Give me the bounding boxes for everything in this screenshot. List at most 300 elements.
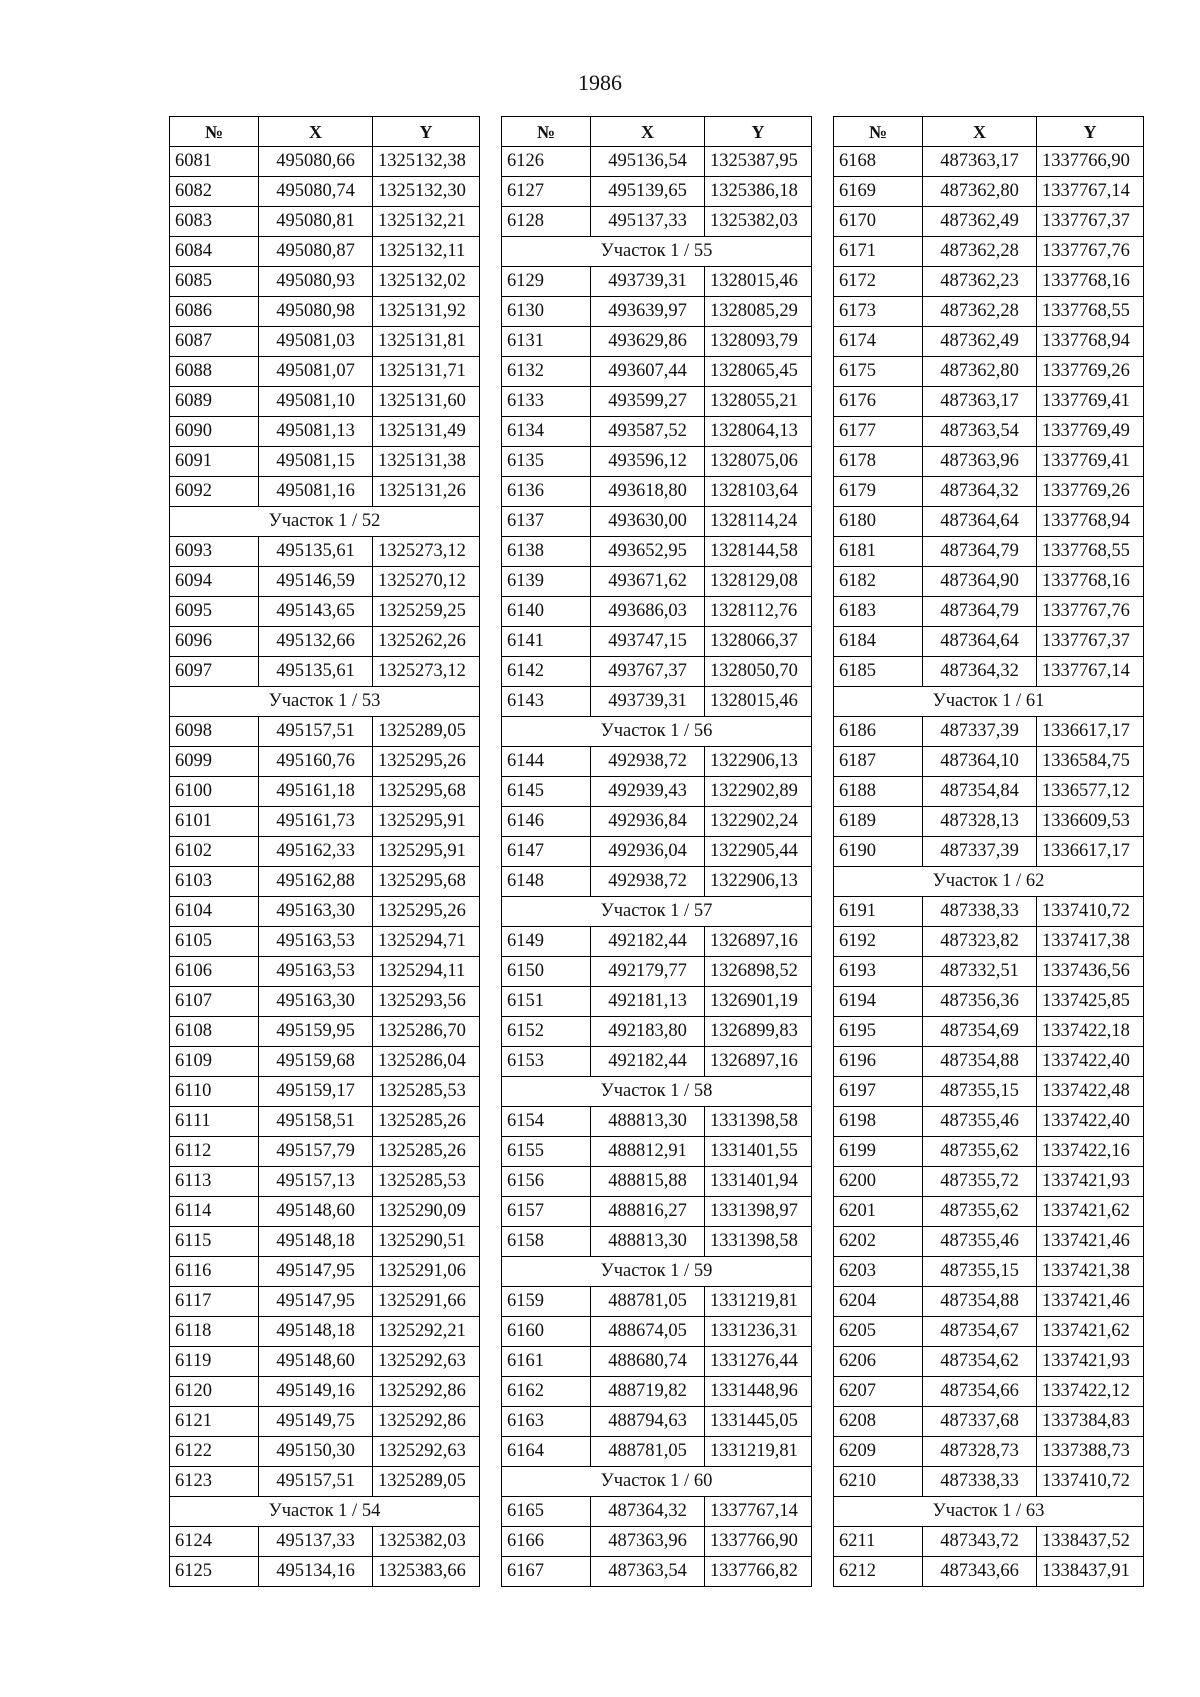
table-row: [502, 1497, 812, 1527]
x-coordinate: 487362,23: [923, 267, 1037, 297]
section-title: Участок 1 / 54: [170, 1497, 480, 1527]
point-number: 6117: [170, 1287, 259, 1317]
table-row: [502, 537, 812, 567]
x-coordinate: 487364,64: [923, 507, 1037, 537]
y-coordinate: 1325131,92: [373, 297, 480, 327]
table-row: [834, 1017, 1144, 1047]
point-number: 6115: [170, 1227, 259, 1257]
table-row: [170, 207, 480, 237]
y-coordinate: 1325295,91: [373, 837, 480, 867]
x-coordinate: 495148,18: [259, 1317, 373, 1347]
point-number: 6127: [502, 177, 591, 207]
table-row: [834, 837, 1144, 867]
table-row: [834, 1527, 1144, 1557]
section-title: Участок 1 / 61: [834, 687, 1144, 717]
point-number: 6211: [834, 1527, 923, 1557]
table-row: [834, 357, 1144, 387]
y-coordinate: 1325286,70: [373, 1017, 480, 1047]
y-coordinate: 1337769,41: [1037, 447, 1144, 477]
table-row: [170, 327, 480, 357]
x-coordinate: 487355,46: [923, 1107, 1037, 1137]
x-coordinate: 495147,95: [259, 1257, 373, 1287]
point-number: 6195: [834, 1017, 923, 1047]
point-number: 6185: [834, 657, 923, 687]
section-title: Участок 1 / 60: [502, 1467, 812, 1497]
y-coordinate: 1337422,16: [1037, 1137, 1144, 1167]
y-coordinate: 1325382,03: [373, 1527, 480, 1557]
y-coordinate: 1325383,66: [373, 1557, 480, 1587]
y-coordinate: 1326898,52: [705, 957, 812, 987]
y-coordinate: 1337422,40: [1037, 1107, 1144, 1137]
x-coordinate: 487364,32: [591, 1497, 705, 1527]
y-coordinate: 1337768,94: [1037, 507, 1144, 537]
x-coordinate: 493618,80: [591, 477, 705, 507]
y-coordinate: 1328065,45: [705, 357, 812, 387]
y-coordinate: 1326897,16: [705, 927, 812, 957]
point-number: 6144: [502, 747, 591, 777]
point-number: 6164: [502, 1437, 591, 1467]
table-row: [834, 147, 1144, 177]
y-coordinate: 1326899,83: [705, 1017, 812, 1047]
x-coordinate: 495148,60: [259, 1347, 373, 1377]
header-number: №: [502, 117, 591, 147]
x-coordinate: 493587,52: [591, 417, 705, 447]
y-coordinate: 1325291,06: [373, 1257, 480, 1287]
point-number: 6131: [502, 327, 591, 357]
table-row: [502, 777, 812, 807]
y-coordinate: 1325131,26: [373, 477, 480, 507]
point-number: 6172: [834, 267, 923, 297]
point-number: 6166: [502, 1527, 591, 1557]
point-number: 6202: [834, 1227, 923, 1257]
y-coordinate: 1337421,62: [1037, 1197, 1144, 1227]
point-number: 6189: [834, 807, 923, 837]
point-number: 6112: [170, 1137, 259, 1167]
table-row: [502, 627, 812, 657]
y-coordinate: 1325285,53: [373, 1077, 480, 1107]
y-coordinate: 1325295,26: [373, 747, 480, 777]
point-number: 6113: [170, 1167, 259, 1197]
table-row: [502, 567, 812, 597]
point-number: 6119: [170, 1347, 259, 1377]
y-coordinate: 1331398,97: [705, 1197, 812, 1227]
header-row: [502, 117, 812, 147]
y-coordinate: 1337766,90: [705, 1527, 812, 1557]
section-row: [502, 1077, 812, 1107]
point-number: 6085: [170, 267, 259, 297]
section-row: [170, 687, 480, 717]
table-row: [502, 837, 812, 867]
table-row: [502, 687, 812, 717]
x-coordinate: 495134,16: [259, 1557, 373, 1587]
y-coordinate: 1325285,26: [373, 1107, 480, 1137]
y-coordinate: 1338437,91: [1037, 1557, 1144, 1587]
y-coordinate: 1337767,76: [1037, 237, 1144, 267]
table-row: [502, 477, 812, 507]
table-row: [834, 1287, 1144, 1317]
x-coordinate: 495081,07: [259, 357, 373, 387]
table-row: [170, 297, 480, 327]
point-number: 6124: [170, 1527, 259, 1557]
point-number: 6188: [834, 777, 923, 807]
x-coordinate: 487337,39: [923, 837, 1037, 867]
section-title: Участок 1 / 55: [502, 237, 812, 267]
point-number: 6147: [502, 837, 591, 867]
table-row: [502, 507, 812, 537]
x-coordinate: 487362,80: [923, 357, 1037, 387]
y-coordinate: 1325131,71: [373, 357, 480, 387]
y-coordinate: 1328050,70: [705, 657, 812, 687]
point-number: 6203: [834, 1257, 923, 1287]
y-coordinate: 1331448,96: [705, 1377, 812, 1407]
y-coordinate: 1337421,93: [1037, 1167, 1144, 1197]
y-coordinate: 1337766,90: [1037, 147, 1144, 177]
point-number: 6102: [170, 837, 259, 867]
x-coordinate: 488813,30: [591, 1107, 705, 1137]
y-coordinate: 1325262,26: [373, 627, 480, 657]
y-coordinate: 1337767,76: [1037, 597, 1144, 627]
point-number: 6094: [170, 567, 259, 597]
table-row: [170, 897, 480, 927]
table-row: [170, 537, 480, 567]
table-row: [502, 1557, 812, 1587]
table-row: [502, 1047, 812, 1077]
y-coordinate: 1325291,66: [373, 1287, 480, 1317]
x-coordinate: 487363,96: [923, 447, 1037, 477]
point-number: 6084: [170, 237, 259, 267]
table-row: [834, 1467, 1144, 1497]
point-number: 6086: [170, 297, 259, 327]
table-row: [170, 1527, 480, 1557]
y-coordinate: 1325292,21: [373, 1317, 480, 1347]
point-number: 6126: [502, 147, 591, 177]
x-coordinate: 495160,76: [259, 747, 373, 777]
table-row: [170, 1197, 480, 1227]
table-row: [834, 1197, 1144, 1227]
point-number: 6212: [834, 1557, 923, 1587]
table-row: [834, 1107, 1144, 1137]
x-coordinate: 495162,88: [259, 867, 373, 897]
x-coordinate: 495163,53: [259, 957, 373, 987]
table-row: [834, 1257, 1144, 1287]
table-row: [834, 927, 1144, 957]
x-coordinate: 495147,95: [259, 1287, 373, 1317]
table-row: [502, 1167, 812, 1197]
section-title: Участок 1 / 59: [502, 1257, 812, 1287]
x-coordinate: 495081,13: [259, 417, 373, 447]
y-coordinate: 1322905,44: [705, 837, 812, 867]
y-coordinate: 1337422,18: [1037, 1017, 1144, 1047]
x-coordinate: 487343,72: [923, 1527, 1037, 1557]
section-row: [170, 507, 480, 537]
x-coordinate: 487362,28: [923, 297, 1037, 327]
y-coordinate: 1325289,05: [373, 1467, 480, 1497]
point-number: 6089: [170, 387, 259, 417]
point-number: 6142: [502, 657, 591, 687]
section-title: Участок 1 / 57: [502, 897, 812, 927]
y-coordinate: 1325290,09: [373, 1197, 480, 1227]
table-row: [170, 1017, 480, 1047]
x-coordinate: 495157,13: [259, 1167, 373, 1197]
point-number: 6209: [834, 1437, 923, 1467]
y-coordinate: 1331401,94: [705, 1167, 812, 1197]
x-coordinate: 495159,68: [259, 1047, 373, 1077]
table-row: [170, 1557, 480, 1587]
y-coordinate: 1337768,55: [1037, 537, 1144, 567]
table-row: [170, 177, 480, 207]
y-coordinate: 1337425,85: [1037, 987, 1144, 1017]
table-row: [170, 957, 480, 987]
point-number: 6083: [170, 207, 259, 237]
x-coordinate: 495159,17: [259, 1077, 373, 1107]
point-number: 6154: [502, 1107, 591, 1137]
x-coordinate: 495137,33: [259, 1527, 373, 1557]
table-row: [502, 267, 812, 297]
table-row: [834, 507, 1144, 537]
x-coordinate: 492181,13: [591, 987, 705, 1017]
x-coordinate: 495163,53: [259, 927, 373, 957]
point-number: 6133: [502, 387, 591, 417]
y-coordinate: 1337421,93: [1037, 1347, 1144, 1377]
x-coordinate: 495146,59: [259, 567, 373, 597]
x-coordinate: 495157,51: [259, 1467, 373, 1497]
table-row: [170, 987, 480, 1017]
x-coordinate: 495159,95: [259, 1017, 373, 1047]
y-coordinate: 1328075,06: [705, 447, 812, 477]
table-row: [170, 867, 480, 897]
y-coordinate: 1337422,48: [1037, 1077, 1144, 1107]
x-coordinate: 487354,84: [923, 777, 1037, 807]
point-number: 6148: [502, 867, 591, 897]
header-y: Y: [705, 117, 812, 147]
section-row: [502, 1257, 812, 1287]
table-row: [170, 1227, 480, 1257]
point-number: 6192: [834, 927, 923, 957]
table-row: [502, 1017, 812, 1047]
table-row: [834, 267, 1144, 297]
y-coordinate: 1337410,72: [1037, 897, 1144, 927]
x-coordinate: 495081,10: [259, 387, 373, 417]
y-coordinate: 1337421,62: [1037, 1317, 1144, 1347]
table-row: [502, 597, 812, 627]
section-row: [502, 897, 812, 927]
y-coordinate: 1337421,46: [1037, 1227, 1144, 1257]
table-row: [502, 1287, 812, 1317]
point-number: 6170: [834, 207, 923, 237]
x-coordinate: 487338,33: [923, 897, 1037, 927]
table-row: [834, 1437, 1144, 1467]
x-coordinate: 487337,68: [923, 1407, 1037, 1437]
table-row: [502, 297, 812, 327]
point-number: 6207: [834, 1377, 923, 1407]
point-number: 6181: [834, 537, 923, 567]
x-coordinate: 487354,88: [923, 1047, 1037, 1077]
x-coordinate: 487363,17: [923, 387, 1037, 417]
table-row: [502, 417, 812, 447]
x-coordinate: 495081,03: [259, 327, 373, 357]
section-title: Участок 1 / 62: [834, 867, 1144, 897]
x-coordinate: 487328,73: [923, 1437, 1037, 1467]
point-number: 6139: [502, 567, 591, 597]
y-coordinate: 1325132,02: [373, 267, 480, 297]
table-row: [834, 1317, 1144, 1347]
x-coordinate: 487364,90: [923, 567, 1037, 597]
x-coordinate: 495136,54: [591, 147, 705, 177]
point-number: 6163: [502, 1407, 591, 1437]
x-coordinate: 488781,05: [591, 1287, 705, 1317]
x-coordinate: 495080,81: [259, 207, 373, 237]
point-number: 6194: [834, 987, 923, 1017]
table-row: [834, 717, 1144, 747]
y-coordinate: 1322902,89: [705, 777, 812, 807]
table-row: [170, 777, 480, 807]
x-coordinate: 488816,27: [591, 1197, 705, 1227]
table-row: [502, 867, 812, 897]
point-number: 6135: [502, 447, 591, 477]
y-coordinate: 1325294,11: [373, 957, 480, 987]
point-number: 6096: [170, 627, 259, 657]
x-coordinate: 487343,66: [923, 1557, 1037, 1587]
y-coordinate: 1325295,26: [373, 897, 480, 927]
point-number: 6105: [170, 927, 259, 957]
table-row: [170, 927, 480, 957]
point-number: 6123: [170, 1467, 259, 1497]
table-row: [502, 1437, 812, 1467]
x-coordinate: 488815,88: [591, 1167, 705, 1197]
point-number: 6176: [834, 387, 923, 417]
point-number: 6101: [170, 807, 259, 837]
point-number: 6116: [170, 1257, 259, 1287]
x-coordinate: 487364,32: [923, 657, 1037, 687]
y-coordinate: 1336577,12: [1037, 777, 1144, 807]
y-coordinate: 1325295,68: [373, 867, 480, 897]
table-row: [834, 327, 1144, 357]
x-coordinate: 488680,74: [591, 1347, 705, 1377]
point-number: 6150: [502, 957, 591, 987]
section-title: Участок 1 / 58: [502, 1077, 812, 1107]
table-row: [170, 237, 480, 267]
y-coordinate: 1337769,49: [1037, 417, 1144, 447]
point-number: 6093: [170, 537, 259, 567]
point-number: 6159: [502, 1287, 591, 1317]
point-number: 6132: [502, 357, 591, 387]
y-coordinate: 1331398,58: [705, 1107, 812, 1137]
point-number: 6187: [834, 747, 923, 777]
y-coordinate: 1337410,72: [1037, 1467, 1144, 1497]
table-row: [502, 1227, 812, 1257]
y-coordinate: 1337384,83: [1037, 1407, 1144, 1437]
point-number: 6146: [502, 807, 591, 837]
point-number: 6208: [834, 1407, 923, 1437]
y-coordinate: 1337768,94: [1037, 327, 1144, 357]
point-number: 6090: [170, 417, 259, 447]
x-coordinate: 487355,15: [923, 1077, 1037, 1107]
point-number: 6186: [834, 717, 923, 747]
y-coordinate: 1325387,95: [705, 147, 812, 177]
y-coordinate: 1325285,26: [373, 1137, 480, 1167]
x-coordinate: 495080,87: [259, 237, 373, 267]
table-row: [170, 597, 480, 627]
y-coordinate: 1325131,38: [373, 447, 480, 477]
x-coordinate: 487364,79: [923, 597, 1037, 627]
x-coordinate: 495143,65: [259, 597, 373, 627]
section-row: [170, 1497, 480, 1527]
point-number: 6157: [502, 1197, 591, 1227]
x-coordinate: 495161,18: [259, 777, 373, 807]
header-row: [170, 117, 480, 147]
point-number: 6145: [502, 777, 591, 807]
y-coordinate: 1328112,76: [705, 597, 812, 627]
header-y: Y: [373, 117, 480, 147]
y-coordinate: 1325286,04: [373, 1047, 480, 1077]
table-row: [502, 1137, 812, 1167]
y-coordinate: 1325294,71: [373, 927, 480, 957]
point-number: 6158: [502, 1227, 591, 1257]
y-coordinate: 1325292,63: [373, 1437, 480, 1467]
point-number: 6155: [502, 1137, 591, 1167]
point-number: 6199: [834, 1137, 923, 1167]
y-coordinate: 1325285,53: [373, 1167, 480, 1197]
table-row: [502, 957, 812, 987]
point-number: 6200: [834, 1167, 923, 1197]
x-coordinate: 495148,60: [259, 1197, 373, 1227]
y-coordinate: 1337417,38: [1037, 927, 1144, 957]
point-number: 6125: [170, 1557, 259, 1587]
x-coordinate: 493630,00: [591, 507, 705, 537]
y-coordinate: 1325132,38: [373, 147, 480, 177]
x-coordinate: 495135,61: [259, 657, 373, 687]
x-coordinate: 495080,66: [259, 147, 373, 177]
table-row: [502, 357, 812, 387]
point-number: 6109: [170, 1047, 259, 1077]
point-number: 6182: [834, 567, 923, 597]
header-x: X: [591, 117, 705, 147]
y-coordinate: 1337769,26: [1037, 477, 1144, 507]
y-coordinate: 1325289,05: [373, 717, 480, 747]
x-coordinate: 487355,46: [923, 1227, 1037, 1257]
point-number: 6169: [834, 177, 923, 207]
y-coordinate: 1331236,31: [705, 1317, 812, 1347]
point-number: 6177: [834, 417, 923, 447]
point-number: 6179: [834, 477, 923, 507]
table-row: [834, 477, 1144, 507]
point-number: 6098: [170, 717, 259, 747]
x-coordinate: 487328,13: [923, 807, 1037, 837]
x-coordinate: 488794,63: [591, 1407, 705, 1437]
point-number: 6184: [834, 627, 923, 657]
point-number: 6175: [834, 357, 923, 387]
x-coordinate: 495080,98: [259, 297, 373, 327]
table-row: [170, 1347, 480, 1377]
section-title: Участок 1 / 63: [834, 1497, 1144, 1527]
table-row: [502, 927, 812, 957]
table-row: [170, 387, 480, 417]
y-coordinate: 1322906,13: [705, 867, 812, 897]
x-coordinate: 487355,72: [923, 1167, 1037, 1197]
table-row: [502, 807, 812, 837]
point-number: 6110: [170, 1077, 259, 1107]
table-row: [170, 1107, 480, 1137]
x-coordinate: 492183,80: [591, 1017, 705, 1047]
y-coordinate: 1336584,75: [1037, 747, 1144, 777]
table-row: [834, 1077, 1144, 1107]
table-row: [834, 627, 1144, 657]
y-coordinate: 1325132,21: [373, 207, 480, 237]
x-coordinate: 493607,44: [591, 357, 705, 387]
y-coordinate: 1325273,12: [373, 657, 480, 687]
point-number: 6136: [502, 477, 591, 507]
x-coordinate: 487363,54: [591, 1557, 705, 1587]
